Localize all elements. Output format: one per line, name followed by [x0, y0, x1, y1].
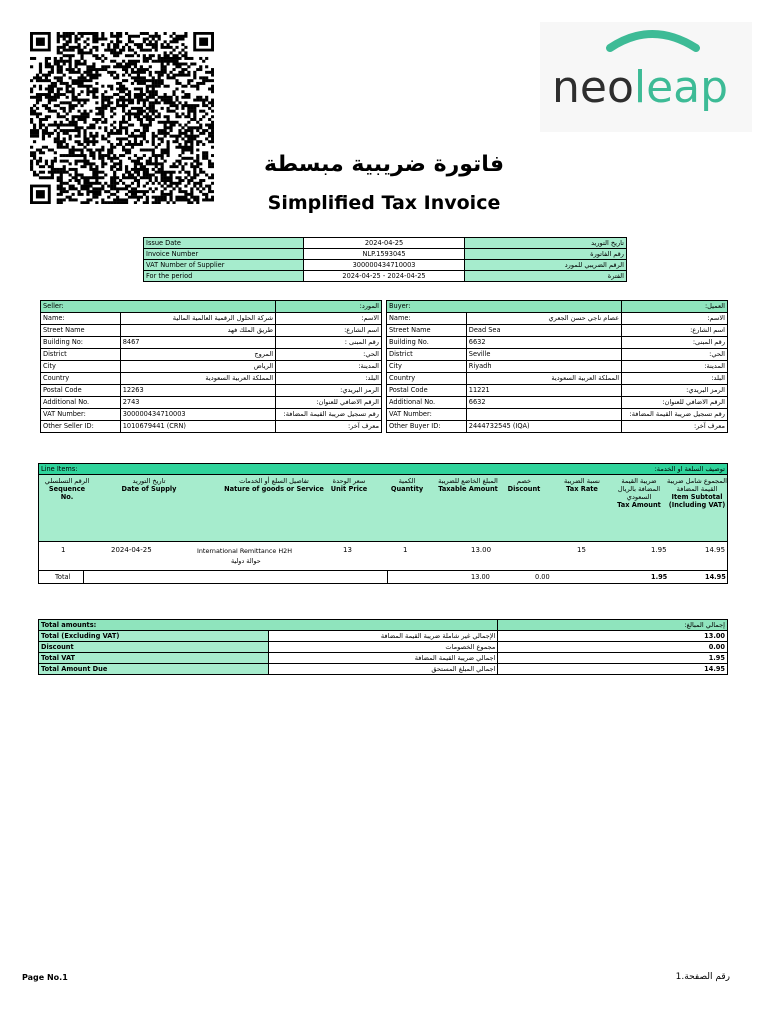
meta-label-ar: تاريخ التوريد: [465, 238, 627, 249]
seller-label-ar: معرف آخر:: [276, 421, 382, 433]
meta-value: 2024-04-25: [303, 238, 465, 249]
totals-value: 0.00: [498, 642, 728, 653]
item-sequence: 1: [61, 546, 66, 554]
qr-code: [30, 32, 214, 204]
buyer-value: المملكة العربية السعودية: [466, 373, 621, 385]
seller-label-ar: رقم المبنى :: [276, 337, 382, 349]
items-total-label: Total: [55, 573, 71, 581]
line-items-header: [38, 463, 728, 475]
buyer-label-en: Building No.: [387, 337, 467, 349]
buyer-label-en: District: [387, 349, 467, 361]
buyer-label-ar: الحي:: [622, 349, 728, 361]
logo-text-leap: leap: [633, 62, 729, 113]
buyer-value: 6632: [466, 337, 621, 349]
items-total-tax-amount: 1.95: [651, 573, 668, 581]
buyer-label-ar: رقم تسجيل ضريبة القيمة المضافة:: [622, 409, 728, 421]
meta-value: 300000434710003: [303, 260, 465, 271]
buyer-value: 6632: [466, 397, 621, 409]
title-english: Simplified Tax Invoice: [267, 192, 501, 214]
buyer-value: 11221: [466, 385, 621, 397]
title-arabic: فاتورة ضريبية مبسطة: [264, 152, 504, 177]
buyer-label-en: Other Buyer ID:: [387, 421, 467, 433]
buyer-header-ar: العميل:: [622, 301, 728, 313]
items-total-taxable: 13.00: [471, 573, 490, 581]
col-header-discount: خصم Discount: [507, 477, 541, 493]
totals-label-en: Total (Excluding VAT): [39, 631, 269, 642]
seller-value: المروج: [120, 349, 275, 361]
items-total-subtotal: 14.95: [705, 573, 726, 581]
col-header-sequence: الرقم التسلسلي Sequence No.: [44, 477, 90, 501]
buyer-label-ar: المدينة:: [622, 361, 728, 373]
seller-label-ar: البلد:: [276, 373, 382, 385]
buyer-label-en: Additional No.: [387, 397, 467, 409]
buyer-label-en: Country: [387, 373, 467, 385]
seller-value: الرياض: [120, 361, 275, 373]
buyer-label-ar: اسم الشارع:: [622, 325, 728, 337]
line-items-header-ar: توصيف السلعة او الخدمة:: [654, 465, 725, 473]
seller-value: 12263: [120, 385, 275, 397]
col-header-unit-price: سعر الوحدة Unit Price: [330, 477, 368, 493]
seller-value: شركة الحلول الرقمية العالمية المالية: [120, 313, 275, 325]
seller-label-ar: الاسم:: [276, 313, 382, 325]
col-header-date: تاريخ التوريد Date of Supply: [121, 477, 177, 493]
col-header-taxable: المبلغ الخاضع للضريبة Taxable Amount: [438, 477, 498, 493]
meta-label-ar: الرقم الضريبي للمورد: [465, 260, 627, 271]
buyer-value: [466, 409, 621, 421]
seller-label-ar: الرقم الاضافي للعنوان:: [276, 397, 382, 409]
seller-value: 8467: [120, 337, 275, 349]
totals-label-ar: مجموع الخصومات: [268, 642, 498, 653]
seller-label-en: Name:: [41, 313, 121, 325]
seller-value: 2743: [120, 397, 275, 409]
buyer-label-en: Name:: [387, 313, 467, 325]
totals-value: 1.95: [498, 653, 728, 664]
totals-label-ar: الإجمالي غير شاملة ضريبة القيمة المضافة: [268, 631, 498, 642]
totals-header-en: Total amounts:: [39, 620, 498, 631]
buyer-label-ar: معرف آخر:: [622, 421, 728, 433]
item-taxable: 13.00: [471, 546, 492, 554]
items-total-discount: 0.00: [535, 573, 550, 581]
col-header-nature: تفاصيل السلع أو الخدمات Nature of goods or Service: [224, 477, 324, 493]
seller-value: طريق الملك فهد: [120, 325, 275, 337]
meta-row: [144, 260, 627, 271]
item-nature-en: International Remittance H2H: [197, 547, 293, 555]
line-items-section: [38, 463, 728, 585]
buyer-value: Dead Sea: [466, 325, 621, 337]
buyer-label-en: VAT Number:: [387, 409, 467, 421]
buyer-label-en: Street Name: [387, 325, 467, 337]
seller-label-en: Other Seller ID:: [41, 421, 121, 433]
totals-label-en: Total VAT: [39, 653, 269, 664]
meta-label-en: VAT Number of Supplier: [144, 260, 304, 271]
col-header-tax-amount: ضريبة القيمة المضافة بالريال السعودي Tax Amount: [617, 477, 661, 509]
totals-table: [38, 619, 728, 675]
seller-header-ar: المورد:: [276, 301, 382, 313]
meta-label-ar: الفترة: [465, 271, 627, 282]
item-quantity: 1: [403, 546, 408, 554]
seller-value: 300000434710003: [120, 409, 275, 421]
seller-value: المملكة العربية السعودية: [120, 373, 275, 385]
buyer-label-ar: رقم المبنى:: [622, 337, 728, 349]
seller-table: [40, 300, 382, 433]
page-number-en: Page No.1: [22, 973, 68, 982]
buyer-label-ar: الاسم:: [622, 313, 728, 325]
seller-label-en: Postal Code: [41, 385, 121, 397]
line-items-total-row: [38, 571, 728, 584]
buyer-value: 2444732545 (IQA): [466, 421, 621, 433]
meta-row: [144, 238, 627, 249]
seller-label-en: Additional No.: [41, 397, 121, 409]
buyer-value: Riyadh: [466, 361, 621, 373]
meta-value: 2024-04-25 - 2024-04-25: [303, 271, 465, 282]
neoleap-logo: [540, 22, 752, 132]
item-tax-rate: 15: [577, 546, 586, 554]
totals-label-en: Total Amount Due: [39, 664, 269, 675]
line-items-column-headers: [38, 475, 728, 541]
col-header-subtotal: المجموع شامل ضريبة القيمة المضافة Item Subtotal (Including VAT): [667, 477, 727, 509]
seller-label-ar: اسم الشارع:: [276, 325, 382, 337]
totals-header-ar: إجمالي المبالغ:: [498, 620, 728, 631]
buyer-value: Seville: [466, 349, 621, 361]
meta-label-en: For the period: [144, 271, 304, 282]
item-nature-ar: حوالة دولية: [231, 557, 261, 565]
totals-label-en: Discount: [39, 642, 269, 653]
line-item-row: [38, 541, 728, 571]
buyer-label-en: City: [387, 361, 467, 373]
totals-label-ar: اجمالي المبلغ المستحق: [268, 664, 498, 675]
logo-text-neo: neo: [552, 62, 634, 113]
meta-row: [144, 249, 627, 260]
seller-label-en: VAT Number:: [41, 409, 121, 421]
seller-label-ar: الحي:: [276, 349, 382, 361]
page-number-ar: رقم الصفحة.1: [675, 972, 730, 982]
buyer-label-ar: الرمز البريدي:: [622, 385, 728, 397]
buyer-value: عصام ناجي حسن الجعري: [466, 313, 621, 325]
item-subtotal: 14.95: [705, 546, 726, 554]
item-date: 2024-04-25: [111, 546, 152, 554]
seller-label-en: Country: [41, 373, 121, 385]
seller-label-ar: الرمز البريدي:: [276, 385, 382, 397]
totals-label-ar: اجمالي ضريبة القيمة المضافة: [268, 653, 498, 664]
col-header-tax-rate: نسبة الضريبة Tax Rate: [564, 477, 600, 493]
seller-header-en: Seller:: [41, 301, 276, 313]
seller-label-ar: رقم تسجيل ضريبة القيمة المضافة:: [276, 409, 382, 421]
meta-row: [144, 271, 627, 282]
seller-label-en: Street Name: [41, 325, 121, 337]
buyer-table: [386, 300, 728, 433]
seller-label-en: City: [41, 361, 121, 373]
totals-value: 14.95: [498, 664, 728, 675]
meta-value: NLP.1593045: [303, 249, 465, 260]
meta-label-ar: رقم الفاتورة: [465, 249, 627, 260]
seller-value: 1010679441 (CRN): [120, 421, 275, 433]
seller-label-en: District: [41, 349, 121, 361]
seller-label-en: Building No:: [41, 337, 121, 349]
meta-label-en: Invoice Number: [144, 249, 304, 260]
totals-value: 13.00: [498, 631, 728, 642]
buyer-header-en: Buyer:: [387, 301, 622, 313]
line-items-header-en: Line Items:: [41, 465, 78, 473]
buyer-label-en: Postal Code: [387, 385, 467, 397]
meta-label-en: Issue Date: [144, 238, 304, 249]
buyer-label-ar: الرقم الاضافي للعنوان:: [622, 397, 728, 409]
col-header-quantity: الكمية Quantity: [390, 477, 424, 493]
item-unit-price: 13: [343, 546, 352, 554]
seller-label-ar: المدينة:: [276, 361, 382, 373]
invoice-meta-table: [143, 237, 627, 282]
item-tax-amount: 1.95: [651, 546, 667, 554]
buyer-label-ar: البلد:: [622, 373, 728, 385]
